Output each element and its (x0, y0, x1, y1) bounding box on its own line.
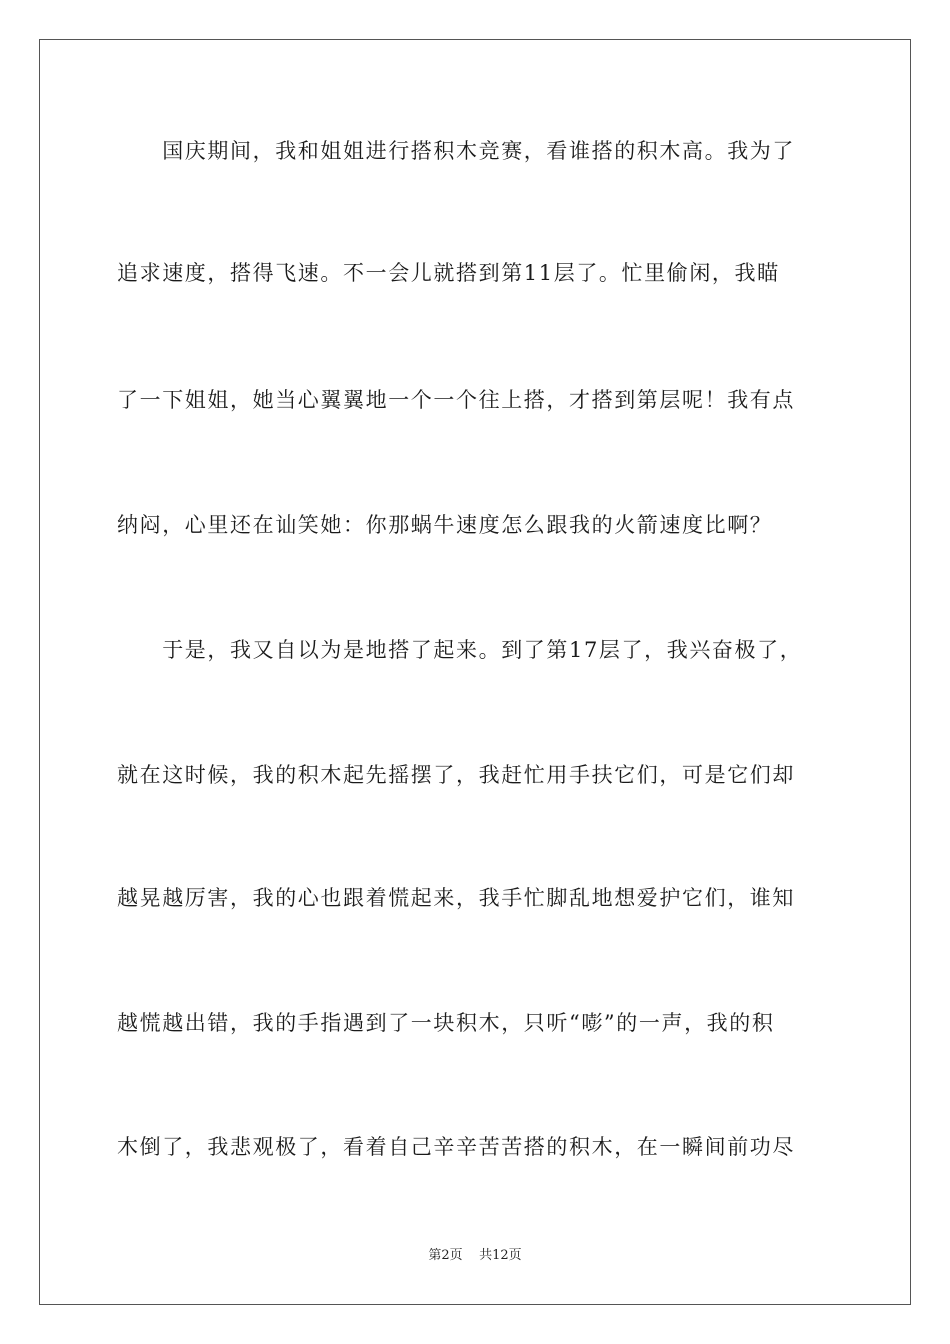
paragraph-line-6: 就在这时候，我的积木起先摇摆了，我赶忙用手扶它们，可是它们却 (117, 763, 795, 787)
paragraph-line-7: 越晃越厉害，我的心也跟着慌起来，我手忙脚乱地想爱护它们，谁知 (117, 886, 795, 910)
paragraph-line-5: 于是，我又自以为是地搭了起来。到了第17层了，我兴奋极了， (117, 638, 803, 662)
paragraph-line-1: 国庆期间，我和姐姐进行搭积木竞赛，看谁搭的积木高。我为了 (117, 139, 795, 163)
paragraph-line-4: 纳闷，心里还在讪笑她：你那蜗牛速度怎么跟我的火箭速度比啊？ (117, 513, 773, 537)
paragraph-line-2: 追求速度，搭得飞速。不一会儿就搭到第11层了。忙里偷闲，我瞄 (117, 261, 780, 285)
paragraph-line-3: 了一下姐姐，她当心翼翼地一个一个往上搭，才搭到第层呢！我有点 (117, 388, 795, 412)
page-border (39, 39, 911, 1305)
paragraph-line-9: 木倒了，我悲观极了，看着自己辛辛苦苦搭的积木，在一瞬间前功尽 (117, 1135, 795, 1159)
page-footer: 第2页 共12页 (428, 1248, 522, 1263)
paragraph-line-8: 越慌越出错，我的手指遇到了一块积木，只听“嘭”的一声，我的积 (117, 1011, 775, 1035)
